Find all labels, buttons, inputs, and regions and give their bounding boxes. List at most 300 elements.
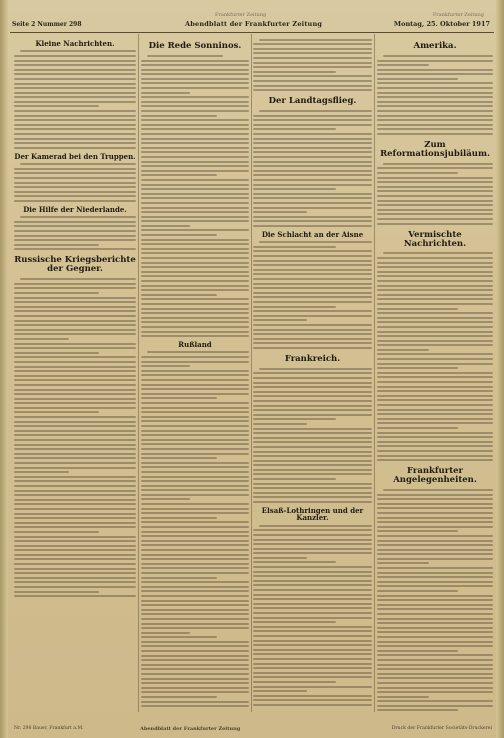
text-line <box>14 581 136 583</box>
text-line <box>14 430 136 432</box>
text-line <box>253 690 307 692</box>
text-line <box>377 432 493 434</box>
text-line <box>253 529 372 531</box>
text-line <box>377 190 493 192</box>
text-line <box>141 147 249 149</box>
text-line <box>141 563 249 565</box>
text-line <box>377 115 493 117</box>
text-line <box>141 321 249 323</box>
page-edge-right <box>496 0 504 738</box>
text-line <box>14 513 136 515</box>
article-heading: Russische Kriegsberichte der Gegner. <box>14 255 136 275</box>
text-line <box>377 78 458 80</box>
column-rule <box>251 34 252 712</box>
text-line <box>14 315 136 317</box>
footer-right: Druck der Frankfurter Societäts-Druckerei <box>391 726 492 731</box>
text-line <box>377 599 493 601</box>
text-line <box>14 389 136 391</box>
text-line <box>141 248 249 250</box>
text-line <box>14 87 136 89</box>
text-line <box>253 400 372 402</box>
text-line <box>141 317 249 319</box>
text-line <box>253 658 372 660</box>
text-line <box>141 156 249 158</box>
text-line <box>14 453 136 455</box>
article-heading: Amerika. <box>413 41 457 51</box>
article-heading: Kleine Nachrichten. <box>35 39 115 48</box>
text-line <box>377 218 493 220</box>
text-line <box>141 691 249 693</box>
text-line <box>141 379 249 381</box>
text-line <box>253 621 336 623</box>
text-line <box>253 630 372 632</box>
text-line <box>141 489 249 491</box>
text-line <box>141 370 249 372</box>
text-line <box>253 147 372 149</box>
text-line <box>377 645 493 647</box>
text-line <box>14 402 136 404</box>
text-line <box>377 535 493 537</box>
text-line <box>253 543 372 545</box>
text-line <box>253 487 372 489</box>
text-line <box>253 246 336 248</box>
article-heading: Der Kamerad bei den Truppen. <box>14 151 136 161</box>
text-line <box>141 257 249 259</box>
text-line <box>14 225 136 227</box>
text-line <box>253 255 372 257</box>
text-line <box>377 567 493 569</box>
text-line <box>377 209 493 211</box>
text-line <box>14 375 136 377</box>
column-3 <box>253 36 372 714</box>
text-line <box>377 181 493 183</box>
text-line <box>253 663 372 665</box>
text-line <box>253 329 372 331</box>
text-line <box>141 696 217 698</box>
text-line <box>377 677 493 679</box>
text-line <box>377 691 493 693</box>
text-line <box>253 372 372 374</box>
text-line <box>14 531 99 533</box>
text-line <box>14 96 136 98</box>
text-line <box>377 650 458 652</box>
text-line <box>377 585 493 587</box>
text-line <box>253 142 372 144</box>
text-line <box>377 622 493 624</box>
text-line <box>253 580 372 582</box>
text-line <box>141 425 249 427</box>
text-line <box>141 193 249 195</box>
text-line <box>377 128 493 130</box>
text-line <box>20 278 136 280</box>
text-line <box>141 64 249 66</box>
text-line <box>253 174 372 176</box>
text-line <box>14 230 136 232</box>
text-line <box>377 82 493 84</box>
text-line <box>141 701 249 703</box>
text-line <box>14 133 136 135</box>
text-line <box>141 531 249 533</box>
article-heading: Vermischte Nachrichten. <box>403 229 467 249</box>
text-line <box>377 312 493 314</box>
text-line <box>253 319 307 321</box>
text-line <box>14 485 136 487</box>
text-line <box>253 66 372 68</box>
text-line <box>377 262 493 264</box>
text-line <box>253 52 372 54</box>
text-line <box>377 659 493 661</box>
text-line <box>141 326 249 328</box>
text-line <box>253 414 372 416</box>
text-line <box>14 490 136 492</box>
text-line <box>141 508 249 510</box>
text-line <box>141 567 249 569</box>
text-line <box>377 367 458 369</box>
text-line <box>259 525 372 527</box>
text-line <box>253 278 372 280</box>
text-line <box>14 306 136 308</box>
text-line <box>253 594 372 596</box>
text-line <box>377 595 493 597</box>
text-line <box>141 476 249 478</box>
text-line <box>377 213 493 215</box>
text-line <box>377 631 493 633</box>
text-line <box>253 48 372 50</box>
text-line <box>141 298 249 300</box>
text-line <box>14 554 136 556</box>
text-line <box>141 526 249 528</box>
text-line <box>141 312 249 314</box>
text-line <box>377 73 493 75</box>
text-line <box>253 89 372 91</box>
text-line <box>14 338 69 340</box>
text-line <box>141 517 217 519</box>
text-line <box>377 204 493 206</box>
text-line <box>14 352 99 354</box>
page-number: Seite 2 Nummer 298 <box>12 21 82 28</box>
text-line <box>253 287 372 289</box>
text-line <box>141 650 249 652</box>
text-line <box>14 292 99 294</box>
text-line <box>377 92 493 94</box>
text-line <box>141 673 249 675</box>
text-line <box>377 705 493 707</box>
text-line <box>377 321 493 323</box>
text-line <box>141 82 249 84</box>
text-line <box>14 370 136 372</box>
text-line <box>14 439 136 441</box>
text-line <box>14 379 136 381</box>
text-line <box>141 161 249 163</box>
text-line <box>377 285 493 287</box>
text-line <box>253 418 336 420</box>
text-line <box>141 128 249 130</box>
text-line <box>377 404 493 406</box>
text-line <box>141 170 249 172</box>
text-line <box>377 517 493 519</box>
text-line <box>14 195 136 197</box>
text-line <box>383 163 493 165</box>
text-line <box>141 124 249 126</box>
text-line <box>14 168 136 170</box>
text-line <box>377 271 493 273</box>
text-line <box>14 83 136 85</box>
text-line <box>253 306 336 308</box>
text-line <box>377 195 493 197</box>
text-line <box>14 572 136 574</box>
text-line <box>141 285 249 287</box>
text-line <box>253 211 307 213</box>
text-line <box>14 425 136 427</box>
text-line <box>14 324 136 326</box>
text-line <box>141 289 249 291</box>
issue-date: Montag, 25. Oktober 1917 <box>393 20 490 28</box>
text-line <box>253 269 372 271</box>
text-line <box>141 96 249 98</box>
text-line <box>253 80 372 82</box>
article-heading: Frankreich. <box>284 353 341 364</box>
text-line <box>14 329 136 331</box>
text-line <box>253 644 372 646</box>
text-line <box>14 411 99 413</box>
text-line <box>377 627 493 629</box>
text-line <box>253 617 372 619</box>
text-line <box>141 613 249 615</box>
text-line <box>141 133 249 135</box>
text-line <box>14 356 136 358</box>
masthead-small-center: Frankfurter Zeitung <box>215 12 267 18</box>
text-line <box>377 372 493 374</box>
article-heading: Die Rede Sonninos. <box>148 41 242 51</box>
text-line <box>377 298 493 300</box>
text-line <box>14 221 136 223</box>
text-line <box>377 64 429 66</box>
text-line <box>377 275 493 277</box>
page-edge-left <box>0 0 8 738</box>
text-line <box>377 526 493 528</box>
text-line <box>377 119 493 121</box>
text-line <box>14 448 136 450</box>
text-line <box>377 530 458 532</box>
text-line <box>253 43 372 45</box>
text-line <box>141 142 249 144</box>
text-line <box>141 69 249 71</box>
text-line <box>141 188 249 190</box>
text-line <box>253 598 372 600</box>
text-line <box>377 576 493 578</box>
text-line <box>141 572 249 574</box>
text-line <box>141 577 217 579</box>
text-line <box>377 340 493 342</box>
text-line <box>141 356 249 358</box>
text-line <box>377 553 493 555</box>
text-line <box>253 395 372 397</box>
text-line <box>141 331 249 333</box>
text-line <box>141 197 249 199</box>
text-line <box>259 368 372 370</box>
text-line <box>253 492 372 494</box>
text-line <box>141 60 249 62</box>
text-line <box>14 301 136 303</box>
text-line <box>377 503 493 505</box>
text-line <box>253 161 372 163</box>
text-line <box>141 335 249 337</box>
paper-title: Abendblatt der Frankfurter Zeitung <box>185 20 323 28</box>
text-line <box>377 381 493 383</box>
text-line <box>141 521 249 523</box>
text-line <box>14 503 136 505</box>
text-line <box>253 469 372 471</box>
text-line <box>253 552 372 554</box>
text-line <box>141 393 249 395</box>
text-line <box>253 653 372 655</box>
text-line <box>141 361 249 363</box>
text-line <box>253 119 372 121</box>
text-line <box>14 480 136 482</box>
text-line <box>377 700 493 702</box>
text-line <box>141 216 249 218</box>
text-line <box>141 632 190 634</box>
text-line <box>377 413 493 415</box>
text-line <box>141 471 249 473</box>
text-line <box>253 464 372 466</box>
text-line <box>141 453 249 455</box>
text-line <box>141 184 249 186</box>
text-line <box>141 498 190 500</box>
text-line <box>377 494 493 496</box>
text-line <box>14 462 136 464</box>
text-line <box>14 407 136 409</box>
text-line <box>141 397 217 399</box>
text-line <box>253 347 372 349</box>
article-heading: Die Schlacht an der Aisne <box>261 229 364 239</box>
text-line <box>253 501 372 503</box>
text-line <box>141 554 249 556</box>
text-line <box>377 450 493 452</box>
text-line <box>14 467 136 469</box>
text-line <box>253 667 372 669</box>
text-line <box>377 682 493 684</box>
article-heading: Die Hilfe der Niederlande. <box>23 204 127 214</box>
text-line <box>141 275 249 277</box>
text-line <box>259 110 372 112</box>
text-line <box>253 216 372 218</box>
text-line <box>259 39 372 41</box>
text-line <box>377 200 493 202</box>
text-line <box>377 186 493 188</box>
text-line <box>14 540 136 542</box>
text-line <box>20 216 136 218</box>
column-2 <box>141 36 249 714</box>
text-line <box>377 507 493 509</box>
text-line <box>141 101 249 103</box>
text-line <box>377 544 493 546</box>
text-line <box>377 549 493 551</box>
text-line <box>253 672 372 674</box>
text-line <box>141 420 249 422</box>
text-line <box>14 494 136 496</box>
text-line <box>141 457 217 459</box>
text-line <box>253 612 372 614</box>
text-line <box>377 280 493 282</box>
text-line <box>383 55 493 57</box>
text-line <box>253 324 372 326</box>
text-line <box>20 163 136 165</box>
text-line <box>253 446 372 448</box>
text-line <box>14 558 136 560</box>
text-line <box>14 586 136 588</box>
text-line <box>377 289 493 291</box>
text-line <box>377 613 493 615</box>
text-line <box>141 595 249 597</box>
text-line <box>14 384 136 386</box>
text-line <box>14 147 136 149</box>
text-line <box>253 441 372 443</box>
text-line <box>253 483 372 485</box>
article-heading: Rußland <box>178 340 212 350</box>
text-line <box>14 105 99 107</box>
text-line <box>14 55 136 57</box>
text-line <box>377 395 493 397</box>
text-line <box>141 138 249 140</box>
text-line <box>253 437 372 439</box>
text-line <box>141 207 249 209</box>
text-line <box>377 668 493 670</box>
text-line <box>14 366 136 368</box>
text-line <box>141 119 249 121</box>
text-line <box>141 544 249 546</box>
text-line <box>141 266 249 268</box>
text-line <box>377 353 493 355</box>
text-line <box>377 110 493 112</box>
text-line <box>141 668 249 670</box>
masthead <box>10 12 494 33</box>
text-line <box>253 260 372 262</box>
text-line <box>141 239 249 241</box>
column-rule <box>374 34 375 712</box>
text-line <box>253 626 372 628</box>
text-line <box>253 296 372 298</box>
text-line <box>253 460 372 462</box>
text-line <box>14 398 136 400</box>
text-line <box>141 618 249 620</box>
text-line <box>253 409 372 411</box>
text-line <box>377 358 493 360</box>
text-line <box>141 678 249 680</box>
text-line <box>383 489 493 491</box>
text-line <box>14 434 136 436</box>
text-line <box>141 271 249 273</box>
article-heading: Zum Reformationsjubiläum. <box>380 140 490 159</box>
text-line <box>14 110 136 112</box>
text-line <box>253 640 372 642</box>
text-line <box>377 326 493 328</box>
text-line <box>14 416 136 418</box>
text-line <box>253 496 372 498</box>
text-line <box>14 115 136 117</box>
text-line <box>253 704 372 706</box>
text-line <box>253 184 372 186</box>
text-line <box>377 709 458 711</box>
text-line <box>141 262 249 264</box>
text-line <box>14 60 136 62</box>
text-line <box>377 572 493 574</box>
text-line <box>141 308 249 310</box>
text-line <box>14 124 136 126</box>
text-line <box>383 252 493 254</box>
text-line <box>253 333 372 335</box>
text-line <box>14 248 136 250</box>
